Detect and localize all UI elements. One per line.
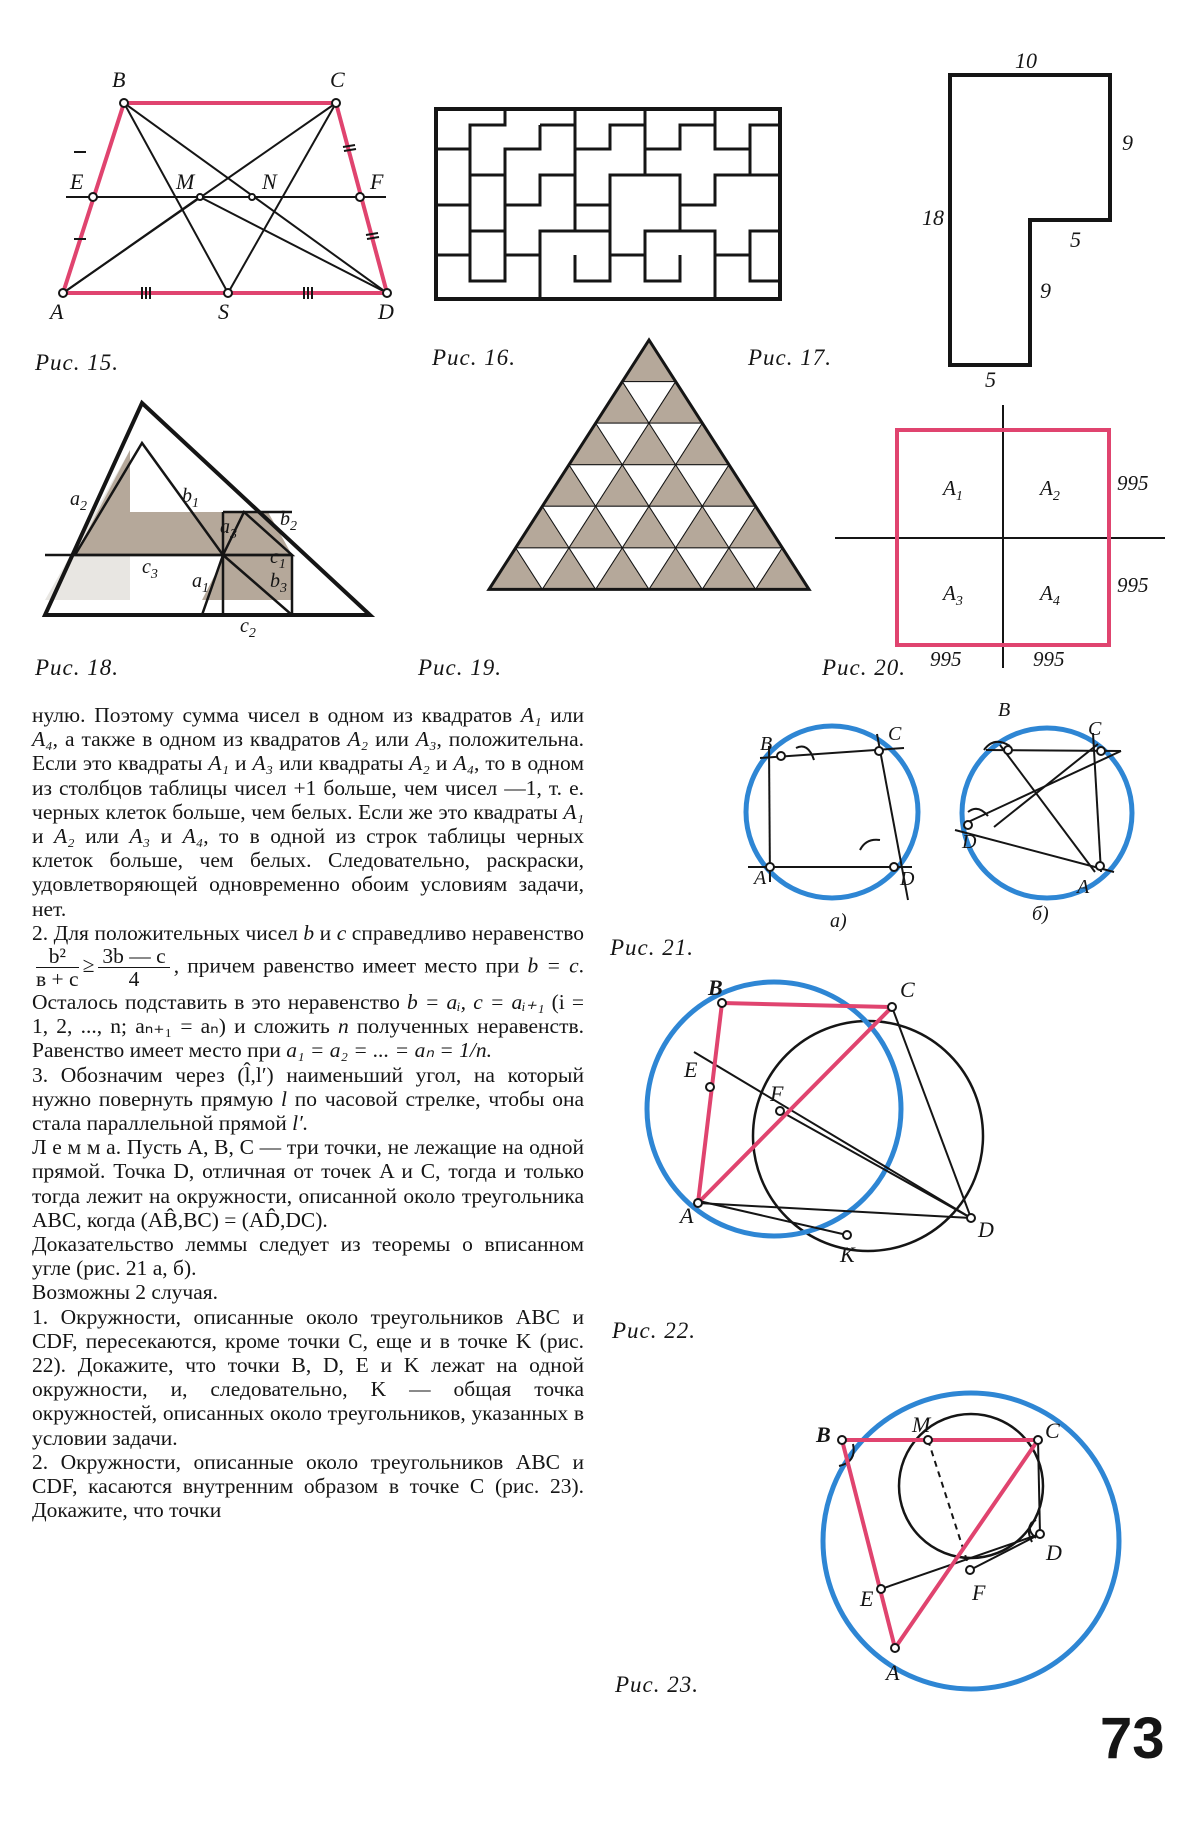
svg-text:a1: $a_1$ bbox=[192, 570, 209, 596]
svg-text:A3: $A_3$ bbox=[943, 581, 963, 609]
svg-text:F: F bbox=[972, 1580, 986, 1605]
svg-text:A1: $A_1$ bbox=[943, 476, 963, 504]
paragraph-continuation: нулю. Поэтому сумма чисел в одном из квадратов A₁ или A₄, а также в одном из квадратов A₂ или A₃, положительна. Если это квадраты A₁ и A₃ или квадраты A₂ и A₄, то в одном из столбцов таблицы чисел +1 больше, чем чисел —1, т. е. черных клеток больше, чем белых. Если же это квадраты A₁ и A₂ или A₃ и A₄, то в одной из строк таблицы черных клеток больше, чем белых. Следовательно, раскраски, удовлетворяющей одновременно обоим условиям задачи, нет. bbox=[32, 703, 584, 921]
caption-fig19: Рис. 19. bbox=[418, 655, 503, 680]
svg-text:D: D bbox=[1046, 1540, 1062, 1565]
cases-intro: Возможны 2 случая. bbox=[32, 1280, 219, 1305]
svg-text:D: D bbox=[962, 831, 977, 853]
svg-text:D: D bbox=[900, 868, 915, 890]
figure-20 bbox=[835, 400, 1180, 675]
fig15-label-A: A bbox=[50, 299, 64, 324]
svg-text:B: B bbox=[998, 699, 1011, 721]
figure-21 bbox=[740, 700, 1180, 945]
fig15-label-E: E bbox=[70, 169, 84, 194]
caption-fig17: Рис. 17. bbox=[748, 345, 833, 370]
figure-18 bbox=[30, 395, 380, 641]
svg-text:C: C bbox=[888, 723, 902, 745]
proof: Доказательство леммы следует из теоремы о вписанном угле (рис. 21 а, б). bbox=[32, 1232, 584, 1281]
case-1: 1. Окружности, описанные около треугольников ABC и CDF, пересекаются, кроме точки C, еще и в точке K (рис. 22). Докажите, что точки B, D, E и K лежат на одной окружности, и, следовательно, K — общая точка окружностей, описанных около треугольников, указанных в условии задачи. bbox=[32, 1304, 584, 1450]
svg-text:M: M bbox=[912, 1412, 931, 1437]
figure-19 bbox=[485, 335, 833, 625]
figure-15 bbox=[30, 55, 420, 345]
svg-text:B: B bbox=[816, 1422, 831, 1447]
figure-22 bbox=[650, 965, 1030, 1290]
fig17-dim-inner: 9 bbox=[1040, 278, 1051, 303]
fig17-dim-left: 18 bbox=[922, 205, 944, 230]
fig15-label-M: M bbox=[176, 169, 195, 194]
paragraph-2: 2. Для положительных чисел b и c справедливо неравенство $\frac{\text{b²}}{в + c}$ ≥ $\frac{3b — c}{4}$ , причем равенство имеет место при b = c. Осталось подставить в это неравенство b = aᵢ, c = aᵢ₊₁ (i = 1, 2, ..., n; aₙ₊₁ = aₙ) и сложить n полученных неравенств. Равенство имеет место при a₁ = a₂ = ... = aₙ = 1/n. bbox=[32, 920, 585, 1063]
caption-fig20: Рис. 20. bbox=[822, 655, 907, 680]
caption-fig22: Рис. 22. bbox=[612, 1318, 697, 1343]
svg-text:a3: $a_3$ bbox=[220, 516, 237, 542]
svg-text:K: K bbox=[840, 1242, 855, 1267]
svg-text:A2: $A_2$ bbox=[1040, 476, 1060, 504]
svg-text:C: C bbox=[1045, 1418, 1060, 1443]
fig15-label-D: D bbox=[378, 299, 394, 324]
fig17-dim-top: 10 bbox=[1015, 48, 1037, 73]
solution-text bbox=[32, 703, 584, 1523]
svg-text:A: A bbox=[680, 1203, 694, 1228]
case-2: 2. Окружности, описанные около треугольников ABC и CDF, касаются внутренним образом в точке C (рис. 23). Докажите, что точки bbox=[32, 1449, 584, 1523]
svg-text:b2: $b_2$ bbox=[280, 508, 297, 534]
svg-text:A: A bbox=[1077, 876, 1090, 898]
fig20-dim-bottom-right: 995 bbox=[1033, 647, 1065, 671]
svg-text:c1: $c_1$ bbox=[270, 546, 286, 572]
svg-text:b3: $b_3$ bbox=[270, 570, 287, 596]
fig15-label-C: C bbox=[330, 67, 345, 92]
svg-text:а): а) bbox=[830, 910, 847, 932]
page-number: 73 bbox=[1100, 1706, 1165, 1771]
fig20-dim-right-top: 995 bbox=[1117, 471, 1149, 495]
figure-16 bbox=[430, 105, 790, 305]
fig15-label-B: B bbox=[112, 67, 126, 92]
svg-text:B: B bbox=[760, 733, 773, 755]
svg-text:a2: $a_2$ bbox=[70, 488, 87, 514]
fig15-label-S: S bbox=[218, 299, 229, 324]
caption-fig18: Рис. 18. bbox=[35, 655, 120, 680]
svg-text:B: B bbox=[708, 975, 723, 1000]
fig20-dim-right-bottom: 995 bbox=[1117, 573, 1149, 597]
svg-text:F: F bbox=[770, 1081, 784, 1106]
svg-text:C: C bbox=[1088, 718, 1102, 740]
fig15-label-F: F bbox=[370, 169, 384, 194]
paragraph-3: 3. Обозначим через (l̂,l′) наименьший угол, на который нужно повернуть прямую l по часовой стрелке, чтобы она стала параллельной прямой l′. bbox=[32, 1062, 584, 1136]
inequality-formula: $\frac{\text{b²}}{в + c}$ ≥ $\frac{3b — c}{4}$ bbox=[32, 953, 174, 977]
figure-23 bbox=[800, 1380, 1120, 1710]
svg-text:б): б) bbox=[1032, 903, 1049, 925]
figure-17 bbox=[910, 50, 1160, 390]
svg-text:E: E bbox=[860, 1586, 874, 1611]
svg-text:A: A bbox=[754, 867, 767, 889]
fig17-dim-step: 5 bbox=[1070, 227, 1081, 252]
fig20-dim-bottom-left: 995 bbox=[930, 647, 962, 671]
fig17-dim-right: 9 bbox=[1122, 130, 1133, 155]
svg-text:C: C bbox=[900, 977, 915, 1002]
caption-fig23: Рис. 23. bbox=[615, 1672, 700, 1697]
caption-fig15: Рис. 15. bbox=[35, 350, 120, 375]
svg-text:c2: $c_2$ bbox=[240, 615, 256, 641]
fig17-dim-bottom: 5 bbox=[985, 367, 996, 392]
lemma: Л е м м а. Пусть A, B, C — три точки, не лежащие на одной прямой. Точка D, отличная от точек A и C, тогда и только тогда лежит на окружности, описанной около треугольника ABC, когда (AB̂,BC) = (AD̂,DC). bbox=[32, 1135, 584, 1232]
svg-text:A4: $A_4$ bbox=[1040, 581, 1060, 609]
svg-text:E: E bbox=[684, 1057, 698, 1082]
svg-text:A: A bbox=[886, 1660, 900, 1685]
svg-text:c3: $c_3$ bbox=[142, 556, 158, 582]
svg-text:b1: $b_1$ bbox=[182, 485, 199, 511]
fig19-shaded-triangle bbox=[622, 340, 675, 382]
fig15-label-N: N bbox=[262, 169, 277, 194]
caption-fig21: Рис. 21. bbox=[610, 935, 695, 960]
svg-text:D: D bbox=[978, 1217, 994, 1242]
caption-fig16: Рис. 16. bbox=[432, 345, 517, 370]
